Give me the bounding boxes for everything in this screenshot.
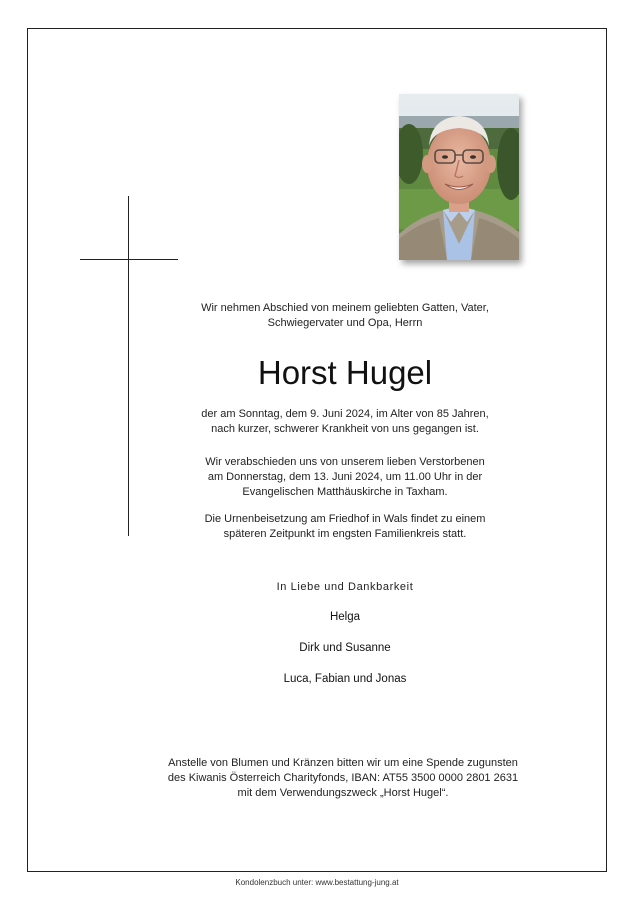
death-notice-line: der am Sonntag, dem 9. Juni 2024, im Alter von 85 Jahren,	[201, 408, 489, 420]
burial-line: Die Urnenbeisetzung am Friedhof in Wals findet zu einem	[204, 513, 486, 525]
farewell-line: Evangelischen Matthäuskirche in Taxham.	[242, 486, 448, 498]
farewell-service	[150, 455, 540, 500]
mourner-name: Dirk und Susanne	[299, 642, 391, 654]
farewell-line: am Donnerstag, dem 13. Juni 2024, um 11.00 Uhr in der	[207, 471, 483, 483]
portrait-photo	[399, 94, 519, 260]
intro-text	[150, 301, 540, 331]
death-notice	[150, 407, 540, 437]
burial-info	[150, 512, 540, 542]
donation-line: des Kiwanis Österreich Charityfonds, IBAN: AT55 3500 0000 2801 2631	[167, 772, 519, 784]
mourner-name: Luca, Fabian und Jonas	[283, 673, 407, 685]
notice-frame	[27, 28, 607, 872]
intro-line: Wir nehmen Abschied von meinem geliebten Gatten, Vater,	[201, 302, 489, 314]
cross-horizontal-bar	[80, 259, 178, 260]
burial-line: späteren Zeitpunkt im engsten Familienkreis statt.	[223, 528, 467, 540]
cross-vertical-bar	[128, 196, 129, 536]
farewell-line: Wir verabschieden uns von unserem lieben Verstorbenen	[205, 456, 485, 468]
donation-line: mit dem Verwendungszweck „Horst Hugel“.	[237, 787, 449, 799]
deceased-name: Horst Hugel	[257, 354, 433, 391]
death-notice-line: nach kurzer, schwerer Krankheit von uns gegangen ist.	[211, 423, 479, 435]
condolence-link[interactable]: Kondolenzbuch unter: www.bestattung-jung.at	[235, 878, 399, 887]
intro-line: Schwiegervater und Opa, Herrn	[267, 317, 423, 329]
signoff: In Liebe und Dankbarkeit	[276, 581, 414, 593]
mourner-name: Helga	[329, 611, 361, 623]
donation-line: Anstelle von Blumen und Kränzen bitten wir um eine Spende zugunsten	[168, 757, 518, 769]
donation-request	[100, 756, 586, 801]
